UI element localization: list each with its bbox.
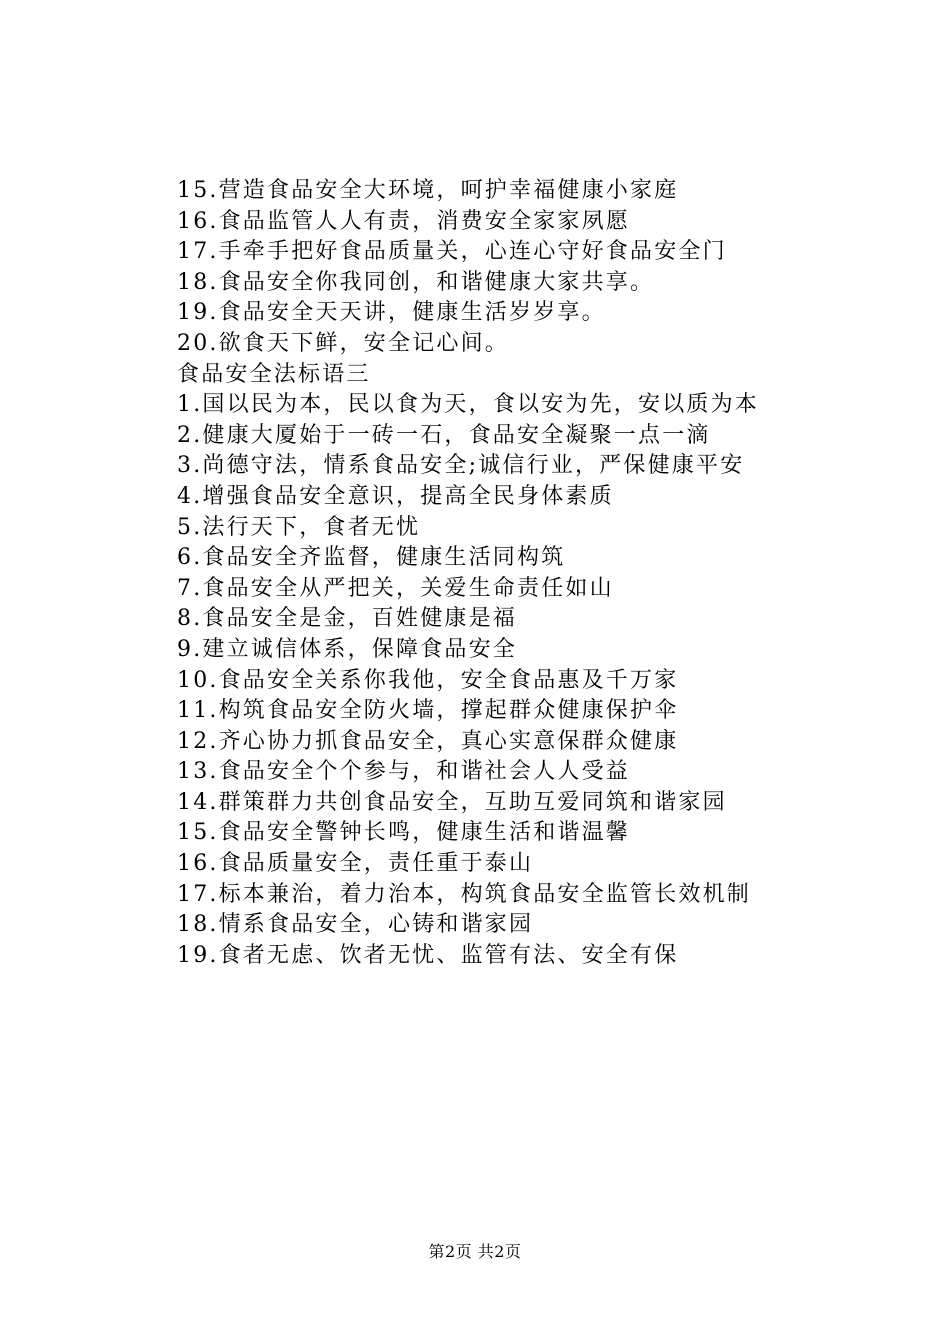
text-line: 5.法行天下，食者无忧 (177, 514, 421, 540)
text-line: 19.食者无虑、饮者无忧、监管有法、安全有保 (177, 942, 679, 968)
text-line: 6.食品安全齐监督，健康生活同构筑 (177, 545, 566, 571)
text-line: 20.欲食天下鲜，安全记心间。 (177, 330, 509, 356)
page-footer: 第2页 共2页 (428, 1242, 522, 1261)
text-line: 17.手牵手把好食品质量关，心连心守好食品安全门 (177, 239, 727, 265)
text-line: 17.标本兼治，着力治本，构筑食品安全监管长效机制 (177, 881, 751, 907)
text-line: 2.健康大厦始于一砖一石，食品安全凝聚一点一滴 (177, 422, 711, 448)
text-line: 12.齐心协力抓食品安全，真心实意保群众健康 (177, 728, 679, 754)
text-line: 11.构筑食品安全防火墙，撑起群众健康保护伞 (177, 698, 679, 724)
text-line: 10.食品安全关系你我他，安全食品惠及千万家 (177, 667, 679, 693)
text-line: 18.情系食品安全，心铸和谐家园 (177, 912, 534, 938)
text-line: 13.食品安全个个参与，和谐社会人人受益 (177, 759, 630, 785)
text-line: 16.食品质量安全，责任重于泰山 (177, 851, 534, 877)
text-line: 3.尚德守法，情系食品安全;诚信行业，严保健康平安 (177, 453, 745, 479)
text-line: 18.食品安全你我同创，和谐健康大家共享。 (177, 269, 655, 295)
section-heading: 食品安全法标语三 (177, 361, 371, 387)
text-line: 8.食品安全是金，百姓健康是福 (177, 606, 517, 632)
text-line: 1.国以民为本，民以食为天，食以安为先，安以质为本 (177, 392, 759, 418)
text-line: 19.食品安全天天讲，健康生活岁岁享。 (177, 300, 606, 326)
document-body (177, 176, 877, 971)
text-line: 7.食品安全从严把关，关爱生命责任如山 (177, 575, 614, 601)
text-line: 16.食品监管人人有责，消费安全家家夙愿 (177, 208, 630, 234)
text-line: 4.增强食品安全意识，提高全民身体素质 (177, 483, 614, 509)
text-line: 14.群策群力共创食品安全，互助互爱同筑和谐家园 (177, 789, 727, 815)
text-line: 15.食品安全警钟长鸣，健康生活和谐温馨 (177, 820, 630, 846)
text-line: 9.建立诚信体系，保障食品安全 (177, 636, 517, 662)
text-line: 15.营造食品安全大环境，呵护幸福健康小家庭 (177, 178, 679, 203)
